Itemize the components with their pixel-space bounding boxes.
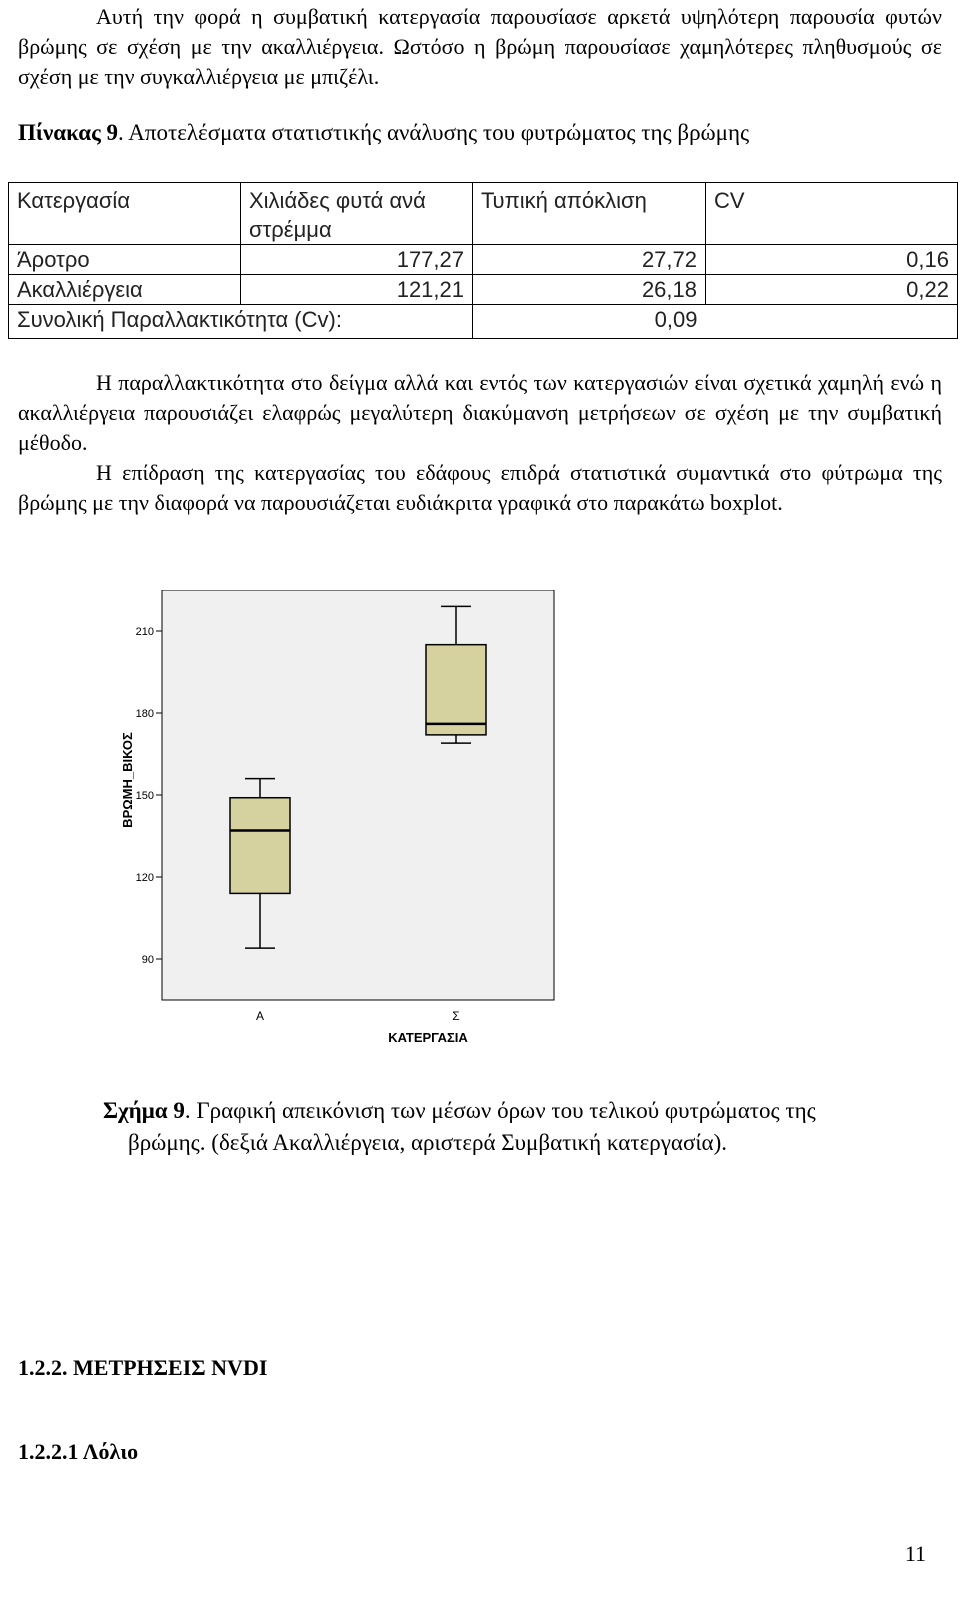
cell-treatment: Άροτρο (9, 245, 241, 275)
total-label: Συνολική Παραλλακτικότητα (Cv): (9, 305, 473, 339)
iqr-box (426, 645, 486, 735)
boxplot-chart (100, 590, 560, 1060)
cell-treatment: Ακαλλιέργεια (9, 275, 241, 305)
figure-caption-label: Σχήμα 9 (103, 1098, 185, 1123)
header-std: Τυπική απόκλιση (473, 183, 706, 245)
y-axis-title: ΒΡΩΜΗ_ΒΙΚΟΣ (120, 732, 135, 828)
table-row (9, 275, 958, 305)
table-caption-label: Πίνακας 9 (18, 120, 119, 145)
x-category-label: Α (255, 1009, 265, 1023)
x-axis-title: ΚΑΤΕΡΓΑΣΙΑ (388, 1030, 468, 1045)
section-heading: 1.2.2. ΜΕΤΡΗΣΕΙΣ NVDI (18, 1355, 268, 1380)
table-row (9, 245, 958, 275)
total-value: 0,09 (473, 305, 706, 339)
figure-caption-text: . Γραφική απεικόνιση των μέσων όρων του τελικού φυτρώματος της (184, 1098, 816, 1123)
subsection-heading: 1.2.2.1 Λόλιο (18, 1439, 139, 1464)
iqr-box (230, 798, 290, 894)
y-tick-label: 90 (141, 954, 154, 966)
effect-paragraph: Η επίδραση της κατεργασίας του εδάφους επιδρά στατιστικά συμαντικά στο φύτρωμα της βρώμης με την διαφορά να παρουσιάζεται ευδιάκριτα γραφικά στο παρακάτω boxplot. (18, 460, 942, 515)
total-empty-cell (706, 305, 958, 339)
variability-paragraph: Η παραλλακτικότητα στο δείγμα αλλά και εντός των κατεργασιών είναι σχετικά χαμηλή ενώ η ακαλλιέργεια παρουσιάζει ελαφρώς μεγαλύτερη διακύμανση μετρήσεων σε σχέση με την συμβατική μέθοδο. (18, 370, 942, 455)
cell-cv: 0,16 (706, 245, 958, 275)
cell-plants: 121,21 (241, 275, 473, 305)
y-tick-label: 210 (135, 626, 154, 638)
table-header-row (9, 183, 958, 245)
y-tick-label: 150 (135, 790, 154, 802)
cell-std: 27,72 (473, 245, 706, 275)
x-category-label: Σ (452, 1009, 460, 1023)
header-plants: Χιλιάδες φυτά ανά στρέμμα (241, 183, 473, 245)
cell-std: 26,18 (473, 275, 706, 305)
y-tick-label: 120 (135, 872, 154, 884)
header-cv: CV (706, 183, 958, 245)
plot-area (162, 590, 554, 1000)
figure-caption-line1 (103, 1096, 816, 1126)
cell-plants: 177,27 (241, 245, 473, 275)
cell-cv: 0,22 (706, 275, 958, 305)
x-axis (256, 1009, 460, 1023)
stats-table (8, 182, 958, 339)
y-axis (136, 626, 162, 966)
table-caption-text: . Αποτελέσματα στατιστικής ανάλυσης του φυτρώματος της βρώμης (118, 120, 750, 145)
intro-paragraph: Αυτή την φορά η συμβατική κατεργασία παρουσίασε αρκετά υψηλότερη παρουσία φυτών βρώμης σε σχέση με την ακαλλιέργεια. Ωστόσο η βρώμη παρουσίασε χαμηλότερες πληθυσμούς σε σχέση με την συγκαλλιέργεια με μπιζέλι. (18, 4, 942, 89)
page-number: 11 (904, 1541, 926, 1566)
figure-caption-line2: βρώμης. (δεξιά Ακαλλιέργεια, αριστερά Συμβατική κατεργασία). (128, 1130, 727, 1155)
table-caption (18, 118, 749, 148)
header-treatment: Κατεργασία (9, 183, 241, 245)
y-tick-label: 180 (135, 708, 154, 720)
table-total-row (9, 305, 958, 339)
